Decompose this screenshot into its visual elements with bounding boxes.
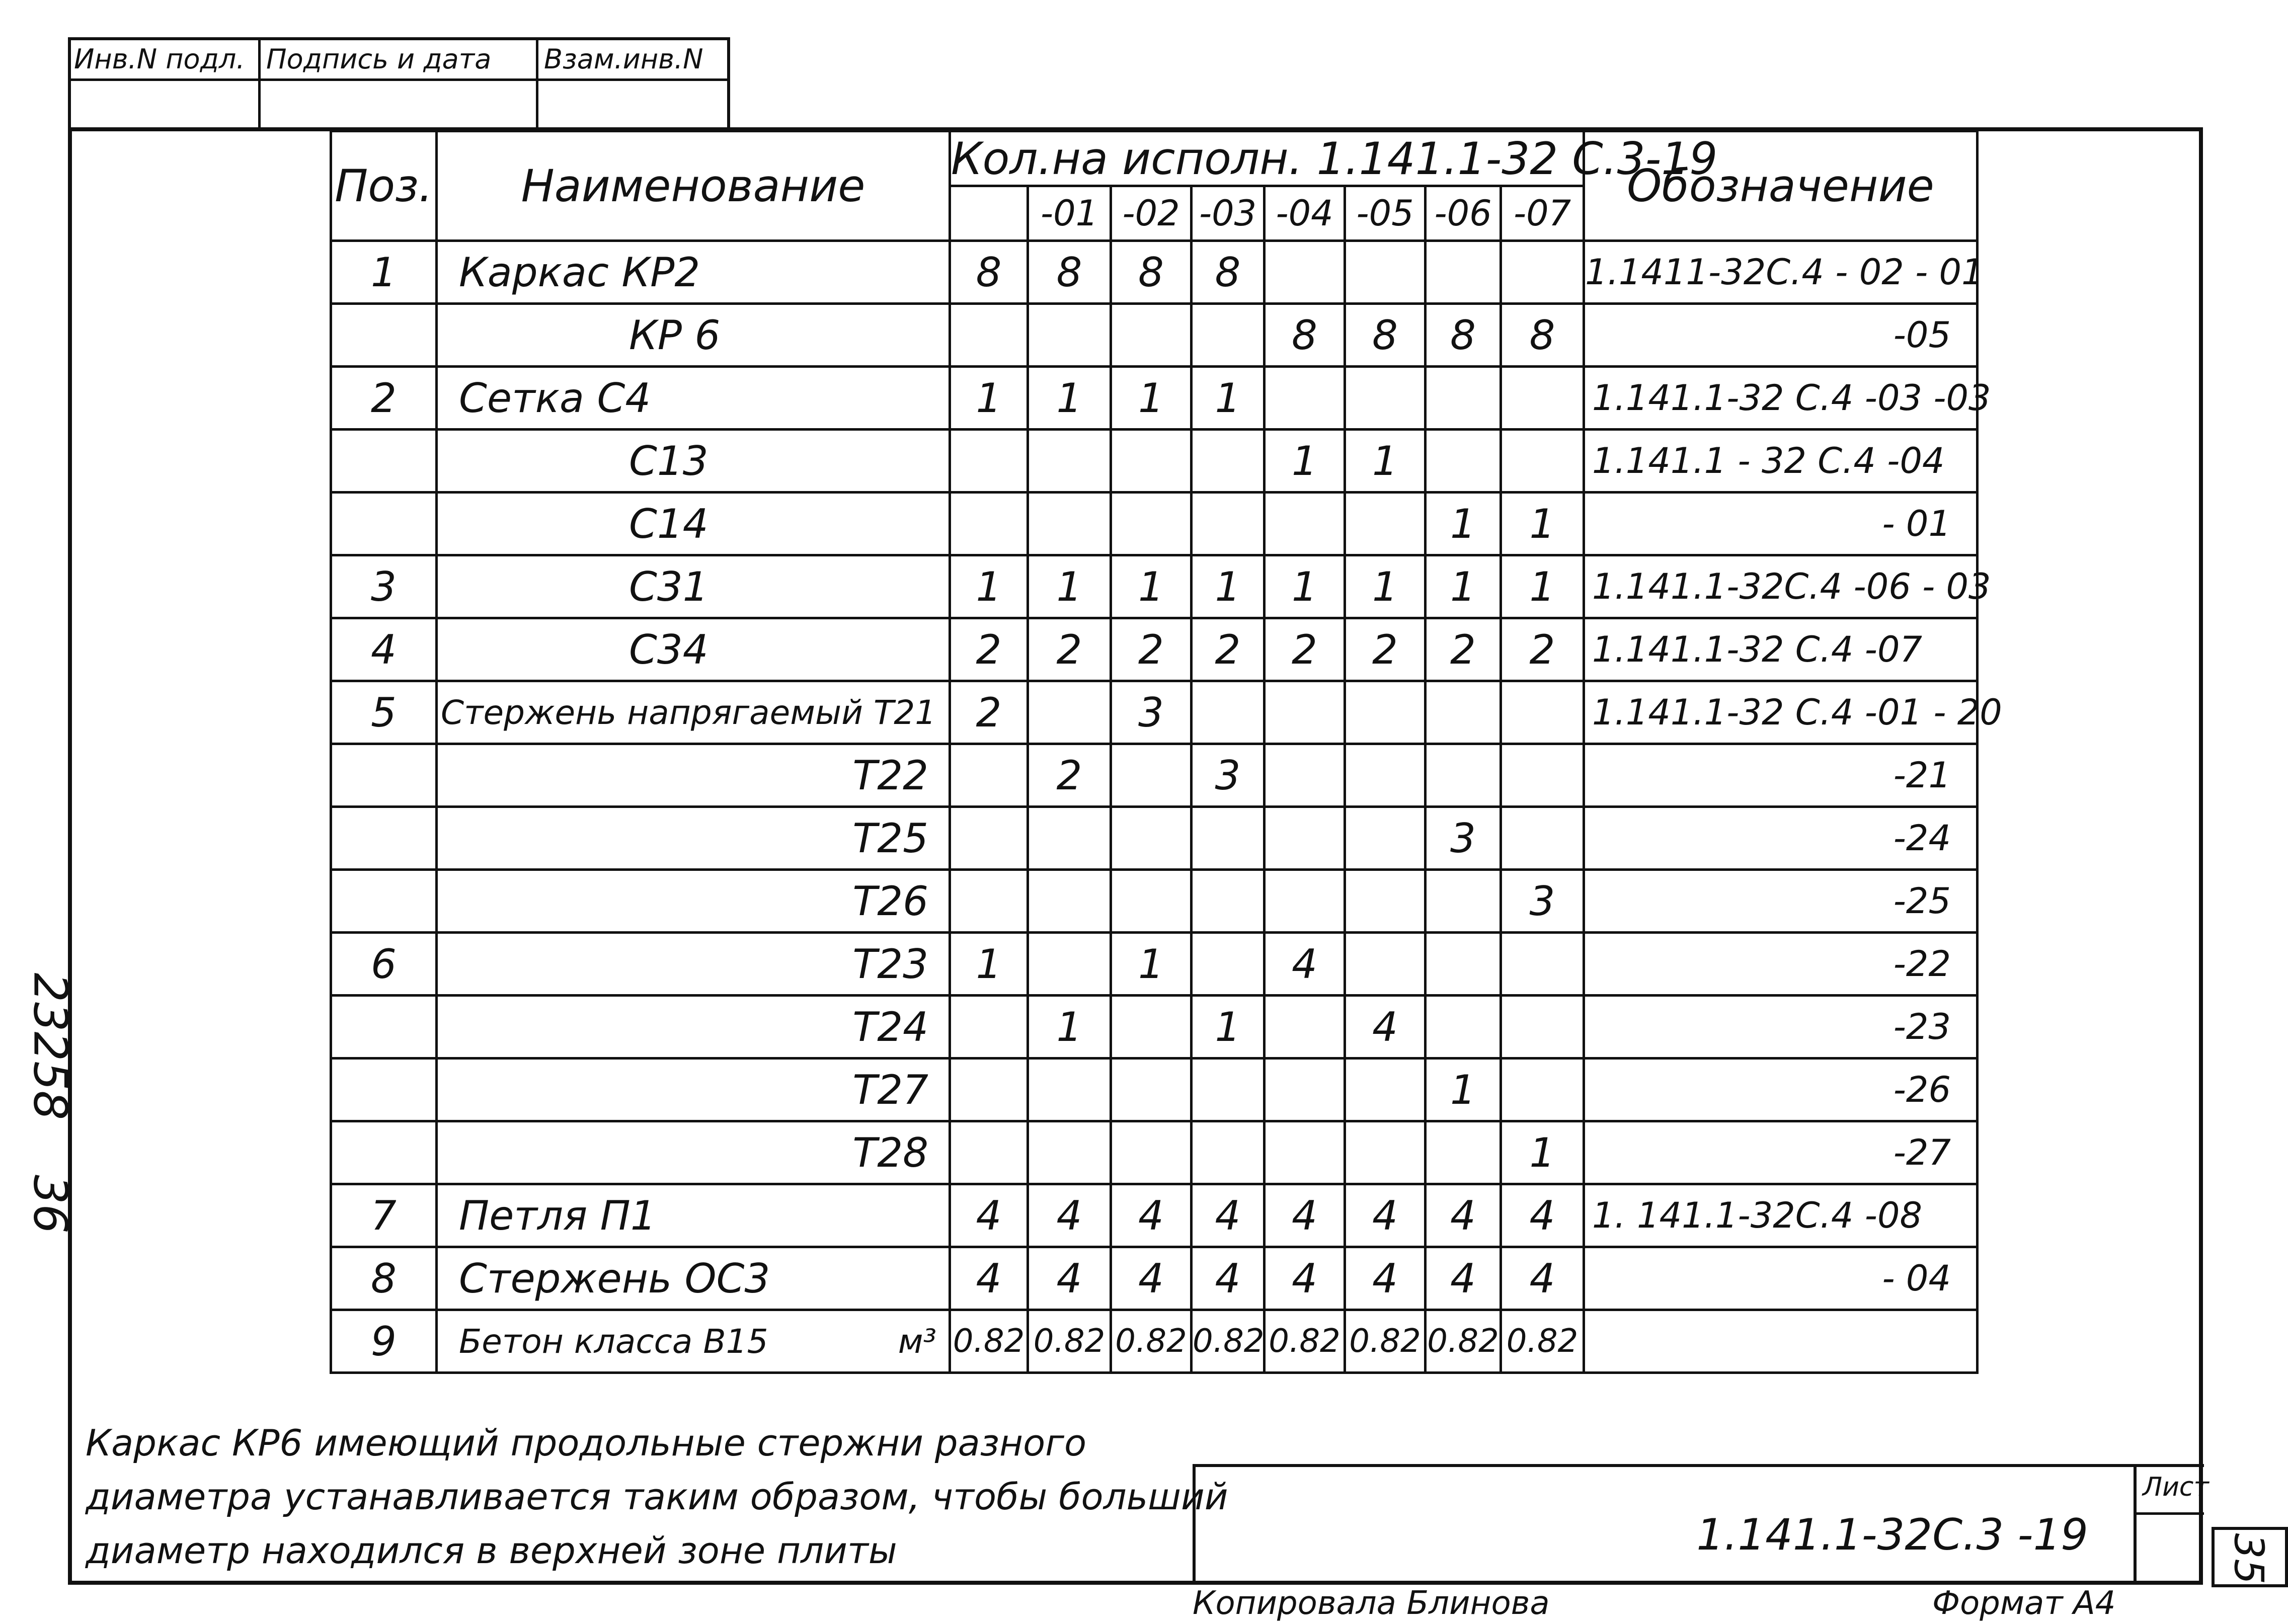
vzam-label: Взам.инв.N	[544, 43, 703, 75]
qty-cell	[1265, 1121, 1345, 1184]
row-designation: 1.141.1-32С.4 -06 - 03	[1584, 555, 1978, 618]
qty-cell: 8	[1192, 241, 1265, 304]
row-designation: -21	[1584, 744, 1978, 807]
sheet-number-box	[2212, 1527, 2288, 1587]
row-name: Т23	[437, 933, 950, 996]
sheet-label-cell	[2134, 1467, 2209, 1581]
row-designation: 1.141.1-32 С.4 -01 - 20	[1584, 681, 1978, 744]
qty-cell	[1111, 807, 1192, 870]
qty-cell: 3	[1426, 807, 1501, 870]
header-variant: -07	[1501, 186, 1584, 241]
qty-cell	[1501, 367, 1584, 430]
table-row	[331, 996, 1978, 1059]
qty-cell	[1028, 681, 1111, 744]
qty-cell: 4	[1501, 1184, 1584, 1247]
table-row	[331, 555, 1978, 618]
qty-cell	[1345, 933, 1426, 996]
qty-cell: 1	[950, 367, 1028, 430]
table-row	[331, 618, 1978, 681]
row-name: Т28	[437, 1121, 950, 1184]
table-row	[331, 241, 1978, 304]
qty-cell	[1426, 241, 1501, 304]
page-margin-number: 36	[23, 1174, 77, 1234]
format-label: Формат А4	[1932, 1585, 2116, 1622]
row-name: Т26	[437, 870, 950, 933]
qty-cell: 4	[1265, 1184, 1345, 1247]
qty-cell	[1192, 681, 1265, 744]
table-row	[331, 1059, 1978, 1121]
qty-cell: 4	[1426, 1184, 1501, 1247]
header-variant: -03	[1192, 186, 1265, 241]
row-pos	[331, 1059, 437, 1121]
row-designation: 1.141.1 - 32 С.4 -04	[1584, 430, 1978, 493]
qty-cell	[1265, 241, 1345, 304]
qty-cell	[1028, 304, 1111, 367]
header-variant: -06	[1426, 186, 1501, 241]
qty-cell	[1111, 304, 1192, 367]
qty-cell: 1	[1426, 555, 1501, 618]
row-name: КР 6	[437, 304, 950, 367]
qty-cell: 2	[1345, 618, 1426, 681]
row-name	[437, 1310, 950, 1373]
qty-cell	[1192, 1059, 1265, 1121]
qty-cell	[1265, 870, 1345, 933]
qty-cell: 4	[1265, 933, 1345, 996]
header-pos: Поз.	[331, 131, 437, 241]
qty-cell	[1111, 744, 1192, 807]
approval-box	[68, 37, 730, 127]
table-row	[331, 1247, 1978, 1310]
qty-cell: 1	[1192, 996, 1265, 1059]
header-variant: -02	[1111, 186, 1192, 241]
row-name: Стержень напрягаемый Т21	[437, 681, 950, 744]
qty-cell	[950, 304, 1028, 367]
row-designation: -27	[1584, 1121, 1978, 1184]
qty-cell	[1111, 430, 1192, 493]
row-name: С31	[437, 555, 950, 618]
qty-cell	[1111, 996, 1192, 1059]
qty-cell: 1	[1501, 493, 1584, 555]
qty-cell: 4	[1111, 1184, 1192, 1247]
qty-cell	[1426, 681, 1501, 744]
qty-cell: 1	[1028, 996, 1111, 1059]
title-block	[1193, 1464, 2209, 1581]
row-pos	[331, 430, 437, 493]
qty-cell	[1111, 493, 1192, 555]
qty-cell	[1028, 493, 1111, 555]
qty-cell: 1	[1265, 430, 1345, 493]
row-pos: 4	[331, 618, 437, 681]
qty-cell: 2	[950, 681, 1028, 744]
archive-number: 23258	[23, 972, 77, 1120]
header-variant: -05	[1345, 186, 1426, 241]
qty-cell: 1	[950, 555, 1028, 618]
qty-cell: 2	[1192, 618, 1265, 681]
qty-cell	[1501, 807, 1584, 870]
table-row	[331, 304, 1978, 367]
qty-cell: 1	[1192, 367, 1265, 430]
row-designation: -24	[1584, 807, 1978, 870]
qty-cell: 1	[1111, 933, 1192, 996]
qty-cell: 4	[950, 1184, 1028, 1247]
qty-cell: 2	[1501, 618, 1584, 681]
row-designation: 1.1411-32С.4 - 02 - 01	[1584, 241, 1978, 304]
podpis-label: Подпись и дата	[266, 43, 492, 75]
table-row	[331, 807, 1978, 870]
qty-cell: 0.82	[950, 1310, 1028, 1373]
qty-cell	[1265, 367, 1345, 430]
qty-cell: 4	[1265, 1247, 1345, 1310]
row-designation: -26	[1584, 1059, 1978, 1121]
row-name: Т22	[437, 744, 950, 807]
qty-cell: 2	[1265, 618, 1345, 681]
row-pos: 7	[331, 1184, 437, 1247]
qty-cell	[1426, 870, 1501, 933]
row-name: С34	[437, 618, 950, 681]
sheet-label: Лист	[2143, 1472, 2209, 1502]
qty-cell	[950, 996, 1028, 1059]
row-pos	[331, 744, 437, 807]
row-designation: -23	[1584, 996, 1978, 1059]
qty-cell: 1	[1265, 555, 1345, 618]
specification-table	[330, 130, 2002, 1374]
qty-cell	[1345, 870, 1426, 933]
row-name-text: Бетон класса В15	[459, 1322, 768, 1361]
row-name: С14	[437, 493, 950, 555]
inv-podl-label: Инв.N подл.	[74, 43, 245, 75]
sheet-number: 35	[2225, 1533, 2272, 1585]
qty-cell: 1	[1345, 430, 1426, 493]
qty-cell	[1028, 870, 1111, 933]
table-row	[331, 493, 1978, 555]
table-row	[331, 1184, 1978, 1247]
row-pos	[331, 493, 437, 555]
row-designation: 1.141.1-32 С.4 -03 -03	[1584, 367, 1978, 430]
qty-cell: 1	[1426, 1059, 1501, 1121]
qty-cell	[1265, 744, 1345, 807]
qty-cell	[1345, 681, 1426, 744]
qty-cell: 8	[950, 241, 1028, 304]
qty-cell	[1192, 807, 1265, 870]
qty-cell: 3	[1111, 681, 1192, 744]
qty-cell: 4	[1426, 1247, 1501, 1310]
table-row	[331, 870, 1978, 933]
qty-cell: 4	[1192, 1184, 1265, 1247]
qty-cell: 8	[1345, 304, 1426, 367]
qty-cell: 8	[1028, 241, 1111, 304]
qty-cell: 4	[1345, 1247, 1426, 1310]
qty-cell	[1501, 430, 1584, 493]
qty-cell	[950, 493, 1028, 555]
header-variant	[950, 186, 1028, 241]
qty-cell	[1501, 996, 1584, 1059]
table-row	[331, 430, 1978, 493]
note-text: Каркас КР6 имеющий продольные стержни разного диаметра устанавливается таким образом, чтобы больший диаметр находился в верхней зоне плиты	[86, 1422, 1228, 1572]
row-name: Сетка С4	[437, 367, 950, 430]
qty-cell	[1426, 430, 1501, 493]
header-variant: -01	[1028, 186, 1111, 241]
table-row	[331, 933, 1978, 996]
row-pos	[331, 807, 437, 870]
qty-cell: 1	[1426, 493, 1501, 555]
row-name: Петля П1	[437, 1184, 950, 1247]
qty-cell	[950, 744, 1028, 807]
qty-cell: 0.82	[1345, 1310, 1426, 1373]
qty-cell	[1111, 1059, 1192, 1121]
row-name: С13	[437, 430, 950, 493]
qty-cell: 4	[1028, 1247, 1111, 1310]
qty-cell	[950, 430, 1028, 493]
qty-cell: 0.82	[1265, 1310, 1345, 1373]
doc-code: 1.141.1-32С.3 -19	[1696, 1510, 2088, 1560]
qty-cell	[1501, 1059, 1584, 1121]
qty-cell	[1501, 241, 1584, 304]
table-row	[331, 1121, 1978, 1184]
qty-cell: 1	[1501, 1121, 1584, 1184]
qty-cell	[1028, 1121, 1111, 1184]
qty-cell	[1345, 1059, 1426, 1121]
row-pos: 5	[331, 681, 437, 744]
qty-cell: 2	[950, 618, 1028, 681]
qty-cell: 0.82	[1028, 1310, 1111, 1373]
row-name: Т24	[437, 996, 950, 1059]
row-name: Т27	[437, 1059, 950, 1121]
row-pos: 1	[331, 241, 437, 304]
qty-cell	[1192, 870, 1265, 933]
table-row	[331, 744, 1978, 807]
qty-cell	[1426, 996, 1501, 1059]
row-unit: м³	[898, 1322, 936, 1361]
qty-cell	[1111, 870, 1192, 933]
row-designation: 1. 141.1-32С.4 -08	[1584, 1184, 1978, 1247]
qty-cell: 1	[1192, 555, 1265, 618]
qty-cell	[1345, 744, 1426, 807]
qty-cell: 1	[950, 933, 1028, 996]
qty-cell: 2	[1028, 618, 1111, 681]
row-name: Каркас КР2	[437, 241, 950, 304]
header-designation: Обозначение	[1584, 131, 1978, 241]
qty-cell: 8	[1501, 304, 1584, 367]
qty-cell	[1265, 681, 1345, 744]
table-row	[331, 1310, 1978, 1373]
header-qty-group: Кол.на исполн. 1.141.1-32 С.3-19	[950, 131, 1584, 186]
qty-cell	[1345, 807, 1426, 870]
row-name: Стержень ОС3	[437, 1247, 950, 1310]
qty-cell	[1345, 493, 1426, 555]
row-name: Т25	[437, 807, 950, 870]
qty-cell: 4	[1192, 1247, 1265, 1310]
qty-cell: 8	[1111, 241, 1192, 304]
header-variant: -04	[1265, 186, 1345, 241]
row-pos	[331, 996, 437, 1059]
row-designation: -25	[1584, 870, 1978, 933]
qty-cell: 1	[1028, 555, 1111, 618]
row-designation	[1584, 1310, 1978, 1373]
qty-cell	[1265, 996, 1345, 1059]
row-pos	[331, 304, 437, 367]
qty-cell	[1345, 367, 1426, 430]
qty-cell	[1426, 367, 1501, 430]
qty-cell: 4	[1111, 1247, 1192, 1310]
qty-cell: 1	[1028, 367, 1111, 430]
qty-cell: 4	[1345, 1184, 1426, 1247]
qty-cell	[1192, 304, 1265, 367]
copied-by: Копировала Блинова	[1193, 1585, 1550, 1622]
qty-cell: 8	[1265, 304, 1345, 367]
qty-cell: 3	[1501, 870, 1584, 933]
qty-cell	[1028, 430, 1111, 493]
qty-cell	[1192, 933, 1265, 996]
qty-cell	[1345, 1121, 1426, 1184]
row-pos	[331, 1121, 437, 1184]
qty-cell	[1028, 933, 1111, 996]
row-pos: 9	[331, 1310, 437, 1373]
qty-cell: 0.82	[1192, 1310, 1265, 1373]
qty-cell	[1265, 807, 1345, 870]
qty-cell	[1501, 933, 1584, 996]
qty-cell	[1426, 1121, 1501, 1184]
qty-cell	[1265, 1059, 1345, 1121]
qty-cell	[950, 807, 1028, 870]
row-designation: - 01	[1584, 493, 1978, 555]
qty-cell	[1192, 493, 1265, 555]
qty-cell	[1192, 430, 1265, 493]
qty-cell: 0.82	[1501, 1310, 1584, 1373]
qty-cell: 4	[1345, 996, 1426, 1059]
row-pos: 8	[331, 1247, 437, 1310]
qty-cell	[950, 1059, 1028, 1121]
row-designation: 1.141.1-32 С.4 -07	[1584, 618, 1978, 681]
row-pos: 3	[331, 555, 437, 618]
qty-cell: 8	[1426, 304, 1501, 367]
qty-cell	[1345, 241, 1426, 304]
row-pos: 6	[331, 933, 437, 996]
qty-cell: 3	[1192, 744, 1265, 807]
qty-cell	[1426, 744, 1501, 807]
qty-cell	[1265, 493, 1345, 555]
qty-cell: 1	[1501, 555, 1584, 618]
qty-cell: 4	[1501, 1247, 1584, 1310]
row-pos: 2	[331, 367, 437, 430]
qty-cell	[1192, 1121, 1265, 1184]
qty-cell: 2	[1111, 618, 1192, 681]
qty-cell	[1028, 1059, 1111, 1121]
qty-cell	[950, 1121, 1028, 1184]
qty-cell: 4	[1028, 1184, 1111, 1247]
qty-cell: 2	[1028, 744, 1111, 807]
table-row	[331, 367, 1978, 430]
qty-cell: 0.82	[1426, 1310, 1501, 1373]
row-designation: - 04	[1584, 1247, 1978, 1310]
qty-cell: 4	[950, 1247, 1028, 1310]
qty-cell	[1501, 681, 1584, 744]
qty-cell: 1	[1345, 555, 1426, 618]
qty-cell	[1028, 807, 1111, 870]
qty-cell: 0.82	[1111, 1310, 1192, 1373]
qty-cell: 1	[1111, 367, 1192, 430]
qty-cell: 1	[1111, 555, 1192, 618]
row-pos	[331, 870, 437, 933]
header-name: Наименование	[437, 131, 950, 241]
row-designation: -22	[1584, 933, 1978, 996]
qty-cell	[1426, 933, 1501, 996]
qty-cell	[1501, 744, 1584, 807]
row-designation: -05	[1584, 304, 1978, 367]
qty-cell	[950, 870, 1028, 933]
qty-cell	[1111, 1121, 1192, 1184]
table-row	[331, 681, 1978, 744]
qty-cell: 2	[1426, 618, 1501, 681]
